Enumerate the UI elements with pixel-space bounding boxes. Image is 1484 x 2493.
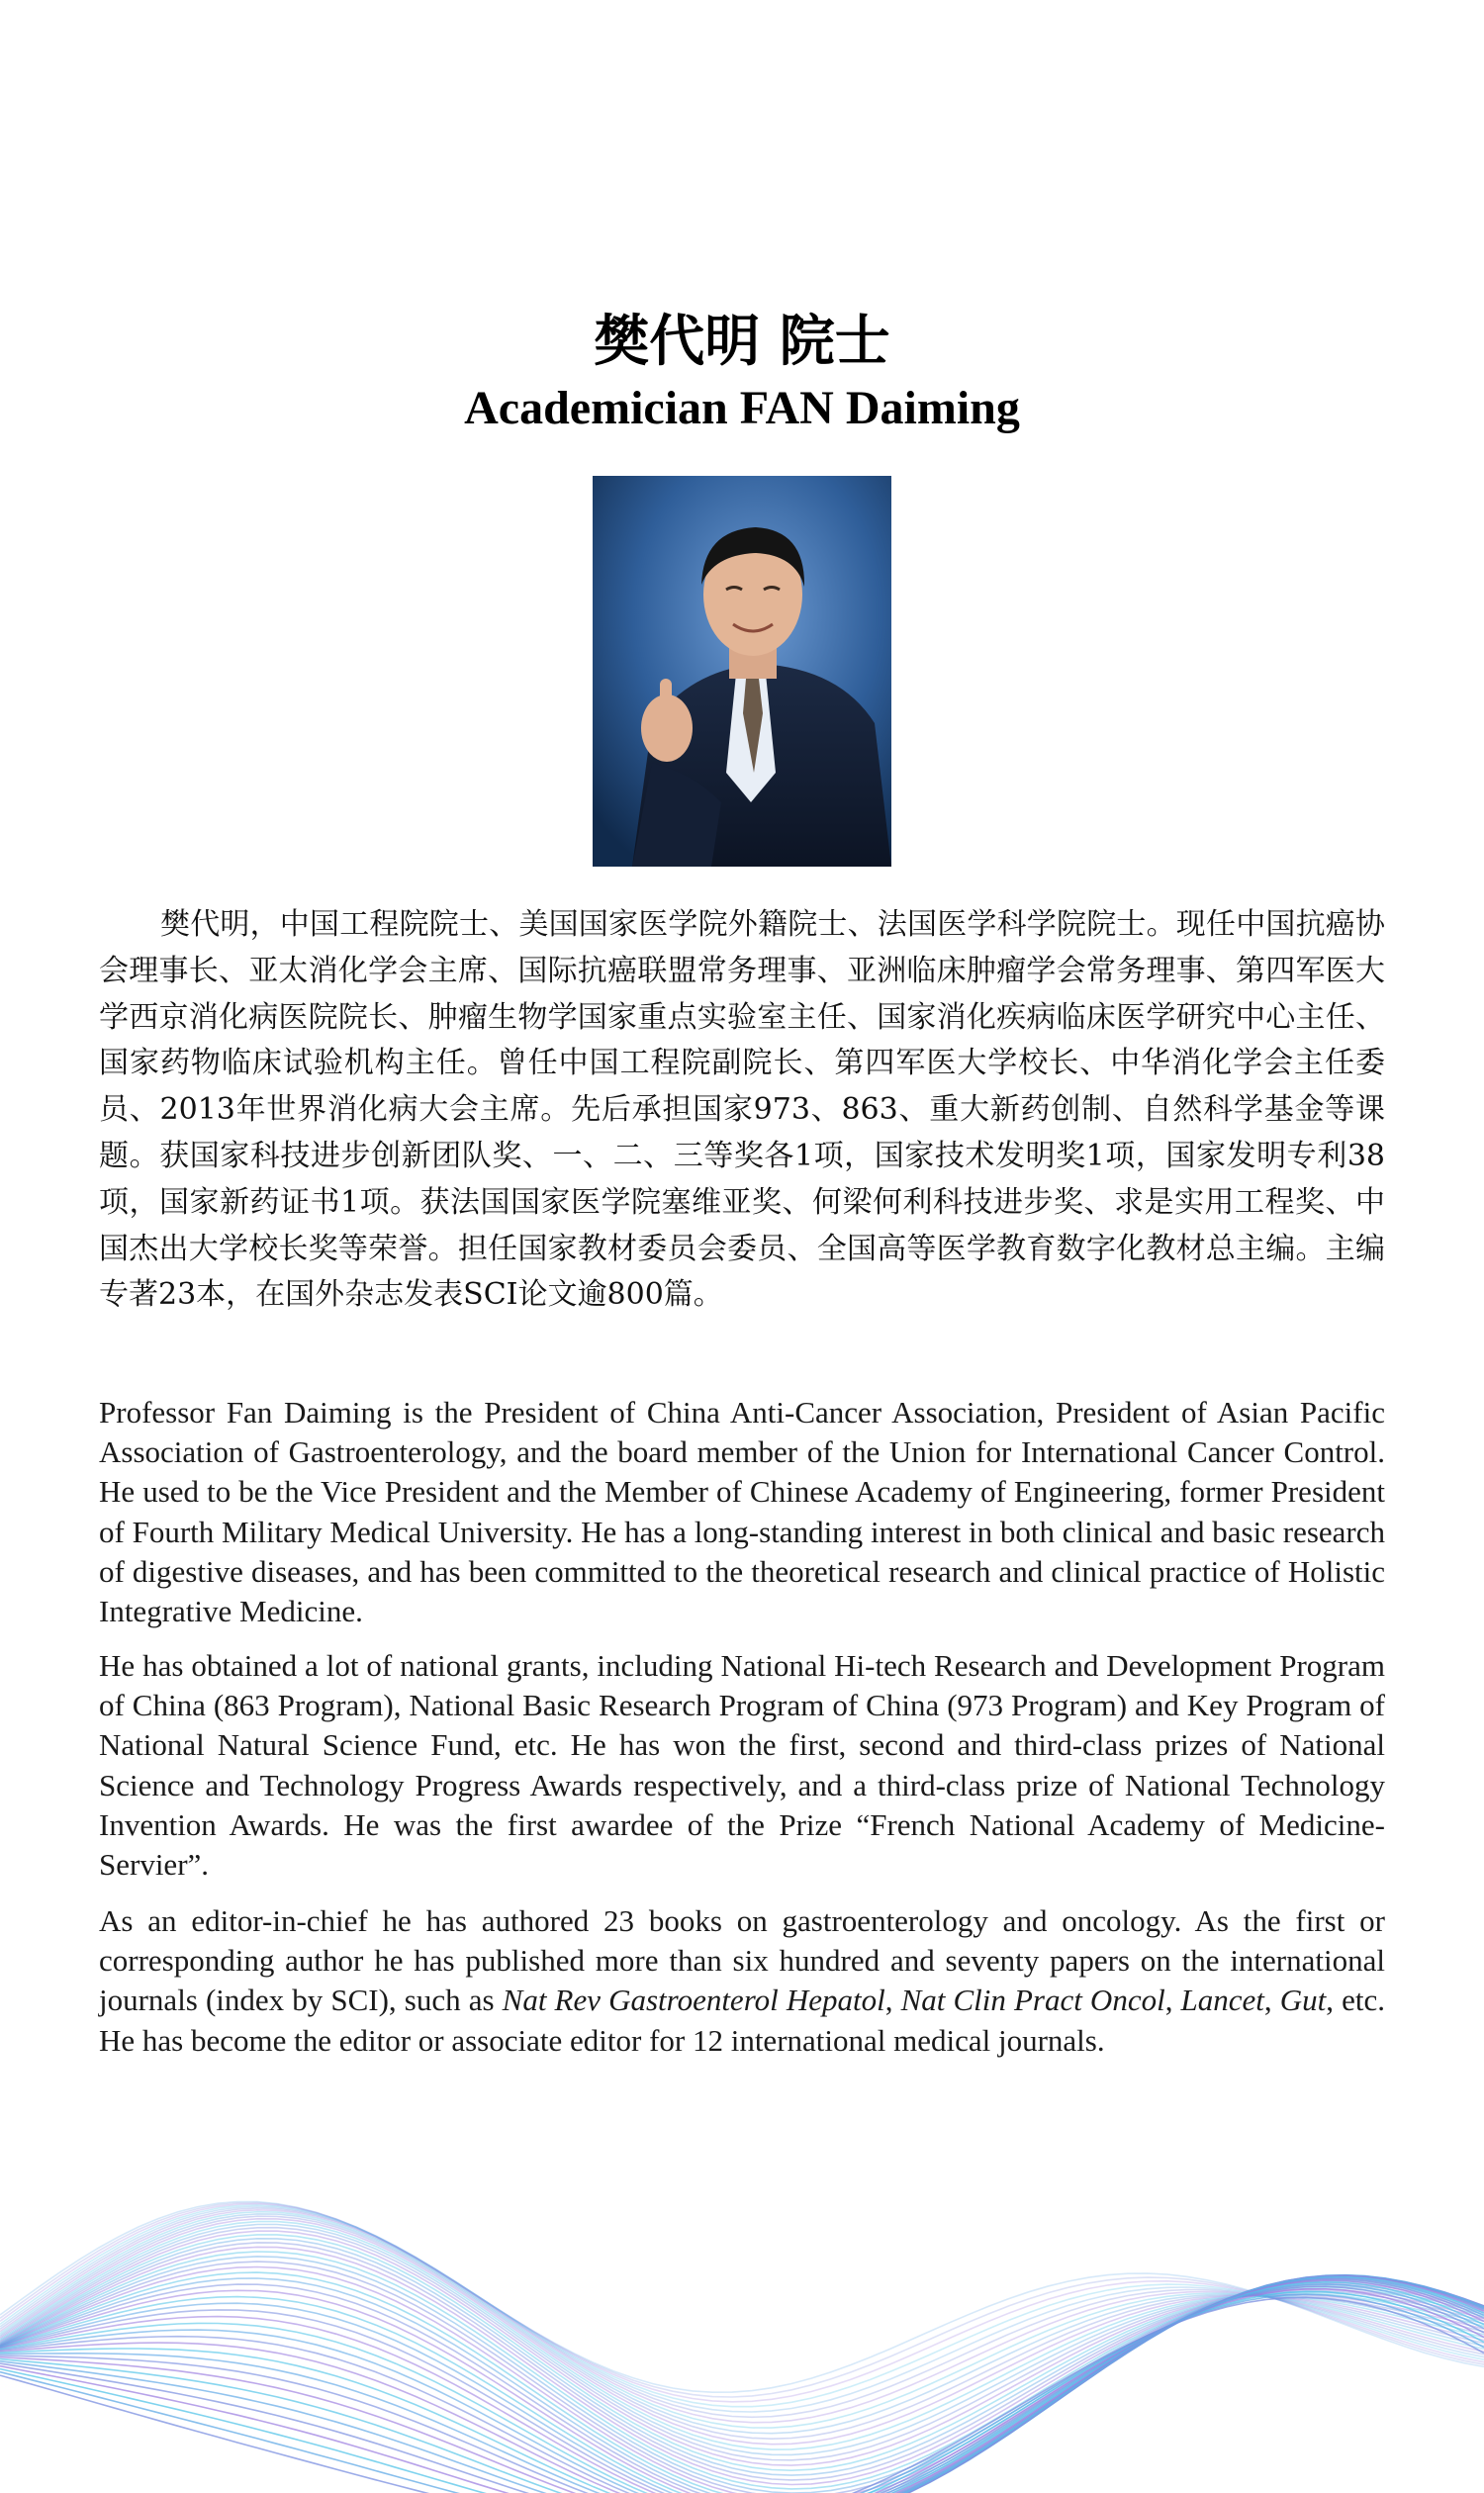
wave-line xyxy=(0,2231,1484,2465)
biography-english-paragraph-1: Professor Fan Daiming is the President of China Anti-Cancer Association, President of Asian Pacific Association of Gastroenterology, and the board member of the Union for International Cancer Control. He used to be the Vice President and the Member of Chinese Academy of Engineering, former President of Fourth Military Medical University. He has a long-standing interest in both clinical and basic research of digestive diseases, and has been committed to the theoretical research and clinical practice of Holistic Integrative Medicine. xyxy=(99,1395,1385,1629)
journal-gut: Gut xyxy=(1279,1983,1327,2018)
wave-lines-decoration-icon xyxy=(0,2176,1484,2493)
p3-sep-2: , xyxy=(1164,1983,1181,2018)
p3-sep-3: , xyxy=(1263,1983,1280,2018)
wave-line xyxy=(0,2212,1484,2428)
p3-tail: , etc. He has become the editor or associate editor for 12 international medical journals. xyxy=(99,1983,1386,2058)
biography-chinese: 樊代明，中国工程院院士、美国国家医学院外籍院士、法国医学科学院院士。现任中国抗癌协会理事长、亚太消化学会主席、国际抗癌联盟常务理事、亚洲临床肿瘤学会常务理事、第四军医大学西京消化病医院院长、肿瘤生物学国家重点实验室主任、国家消化疾病临床医学研究中心主任、国家药物临床试验机构主任。曾任中国工程院副院长、第四军医大学校长、中华消化学会主任委员、2013年世界消化病大会主席。先后承担国家973、863、重大新药创制、自然科学基金等课题。获国家科技进步创新团队奖、一、二、三等奖各1项，国家技术发明奖1项，国家发明专利38项，国家新药证书1项。获法国国家医学院塞维亚奖、何梁何利科技进步奖、求是实用工程奖、中国杰出大学校长奖等荣誉。担任国家教材委员会委员、全国高等医学教育数字化教材总主编。主编专著23本，在国外杂志发表SCI论文逾800篇。 xyxy=(99,907,1385,1313)
wave-line xyxy=(0,2291,1484,2493)
name-chinese: 樊代明 院士 xyxy=(594,310,890,374)
journal-lancet: Lancet xyxy=(1180,1983,1264,2018)
portrait-photo xyxy=(593,476,891,867)
portrait-photo-icon xyxy=(593,476,891,867)
biography-english-paragraph-2: He has obtained a lot of national grants, including National Hi-tech Research and Development Program of China (863 Program), National Basic Research Program of China (973 Program) and Key Program of National Natural Science Fund, etc. He has won the first, second and third-class prizes of National Science and Technology Progress Awards respectively, and a third-class prize of National Technology Invention Awards. He was the first awardee of the Prize “French National Academy of Medicine-Servier”. xyxy=(99,1648,1385,1883)
wave-line xyxy=(0,2219,1484,2445)
p3-sep-1: , xyxy=(884,1983,901,2018)
wave-line xyxy=(0,2297,1484,2493)
biography-english-paragraph-3 xyxy=(99,1901,1385,2061)
journal-nat-rev-gastroenterol-hepatol: Nat Rev Gastroenterol Hepatol xyxy=(502,1983,885,2018)
p3-lead: As an editor-in-chief he has authored 23 books on gastroenterology and oncology. As the first or corresponding author he has published more than six hundred and seventy papers on the international journals (index by SCI), such as xyxy=(99,1903,1385,2018)
wave-line xyxy=(0,2222,1484,2450)
wave-line xyxy=(0,2228,1484,2460)
name-english: Academician FAN Daiming xyxy=(464,382,1020,434)
wave-line xyxy=(0,2272,1484,2493)
journal-nat-clin-pract-oncol: Nat Clin Pract Oncol xyxy=(900,1983,1165,2018)
wave-line xyxy=(0,2247,1484,2484)
